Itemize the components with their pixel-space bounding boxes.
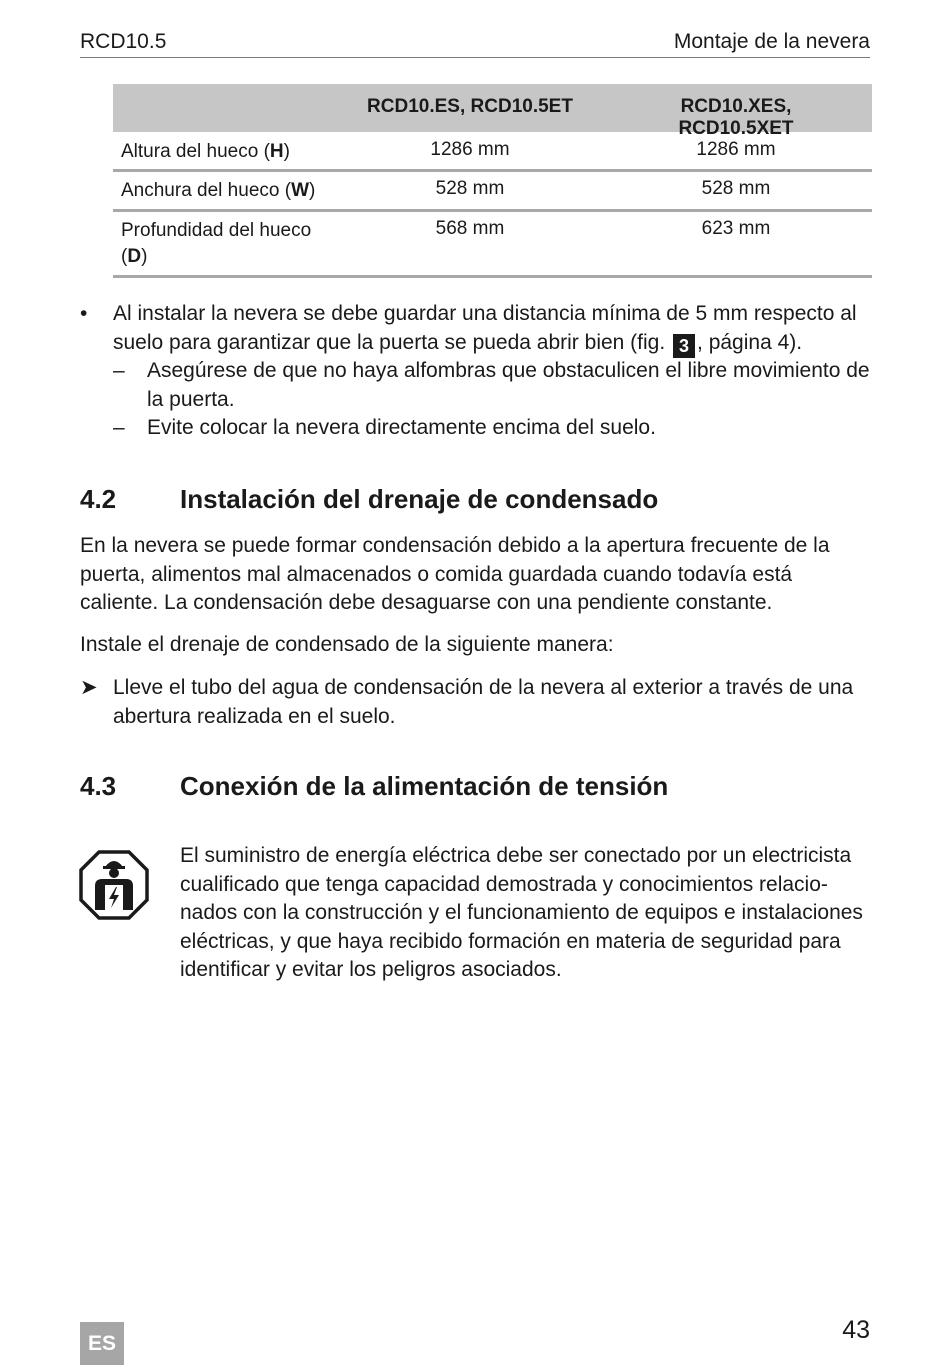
header-model: RCD10.5: [80, 30, 167, 53]
section-42-paragraph: En la nevera se puede formar condensación debido a la apertura frecuente de la puerta, alimentos mal almacenados o comida guardada cuando todavía está caliente. La condensación debe desaguarse con una pendiente constante.: [80, 534, 830, 614]
row-label-text: Profundidad del hueco (: [121, 220, 312, 267]
table-row: [113, 212, 872, 278]
table-header-cell-xes: RCD10.XES, RCD10.5XET: [678, 96, 794, 139]
row-label-key: H: [269, 141, 284, 162]
row-label-suffix: ): [309, 180, 316, 201]
section-43-text: El suministro de energía eléctrica debe ser conectado por un electricista cualificado que tenga capacidad demostrada y conocimientos relacionados con la construcción y el funcionamiento de equipos e instalaciones eléctricas, y que haya recibido formación en materia de seguridad para identificar y evitar los peligros asociados.: [180, 844, 863, 981]
table-cell-value: 528 mm: [701, 178, 771, 199]
section-42-number: 4.2: [80, 484, 117, 514]
row-label-suffix: ): [141, 246, 148, 267]
table-row: [113, 132, 872, 172]
section-43-number: 4.3: [80, 771, 117, 801]
table-header-cell-es: RCD10.ES, RCD10.5ET: [367, 96, 573, 117]
row-label-text: Altura del hueco (: [121, 141, 270, 162]
table-cell-label: [121, 218, 341, 270]
figure-reference-badge: 3: [673, 334, 695, 358]
table-header-row: [113, 84, 872, 139]
sub-item-marker: –: [113, 416, 125, 439]
bullet-text-before: Al instalar la nevera se debe guardar una distancia mínima de 5 mm respecto al suelo para garantizar que la puerta se pueda abrir bien (fig.: [113, 302, 857, 354]
header-chapter: Montaje de la nevera: [673, 30, 870, 53]
section-42-step: Lleve el tubo del agua de condensación de la nevera al exterior a través de una abertura realizada en el suelo.: [113, 676, 854, 728]
row-label-key: W: [291, 180, 309, 201]
page-number: 43: [842, 1316, 870, 1344]
table-cell-value: 568 mm: [435, 218, 505, 239]
language-badge: ES: [80, 1322, 124, 1365]
table-cell-value: 528 mm: [435, 178, 505, 199]
row-label-key: D: [127, 246, 142, 267]
sub-item-marker: –: [113, 359, 125, 382]
section-42-intro: Instale el drenaje de condensado de la siguiente manera:: [80, 633, 614, 656]
sub-item-text: Evite colocar la nevera directamente encima del suelo.: [147, 416, 656, 439]
spec-table: [113, 84, 872, 278]
step-arrow-icon: ➤: [80, 676, 98, 699]
row-label-text: Anchura del hueco (: [121, 180, 292, 201]
row-label-suffix: ): [283, 141, 290, 162]
electrician-icon: [79, 850, 149, 920]
sub-item-text: Asegúrese de que no haya alfombras que obstaculicen el libre movimiento de la puerta.: [147, 359, 870, 411]
table-cell-label: [121, 139, 341, 165]
section-43-title: Conexión de la alimentación de tensión: [180, 771, 669, 801]
table-cell-value: 623 mm: [701, 218, 771, 239]
table-cell-label: [121, 178, 341, 204]
bullet-text: [113, 300, 870, 358]
bullet-text-after: , página 4).: [697, 330, 803, 354]
bullet-marker: •: [80, 302, 88, 325]
header-rule: [80, 57, 870, 58]
section-42-title: Instalación del drenaje de condensado: [180, 484, 659, 514]
table-cell-value: 1286 mm: [430, 139, 510, 160]
table-cell-value: 1286 mm: [696, 139, 776, 160]
table-row: [113, 172, 872, 212]
